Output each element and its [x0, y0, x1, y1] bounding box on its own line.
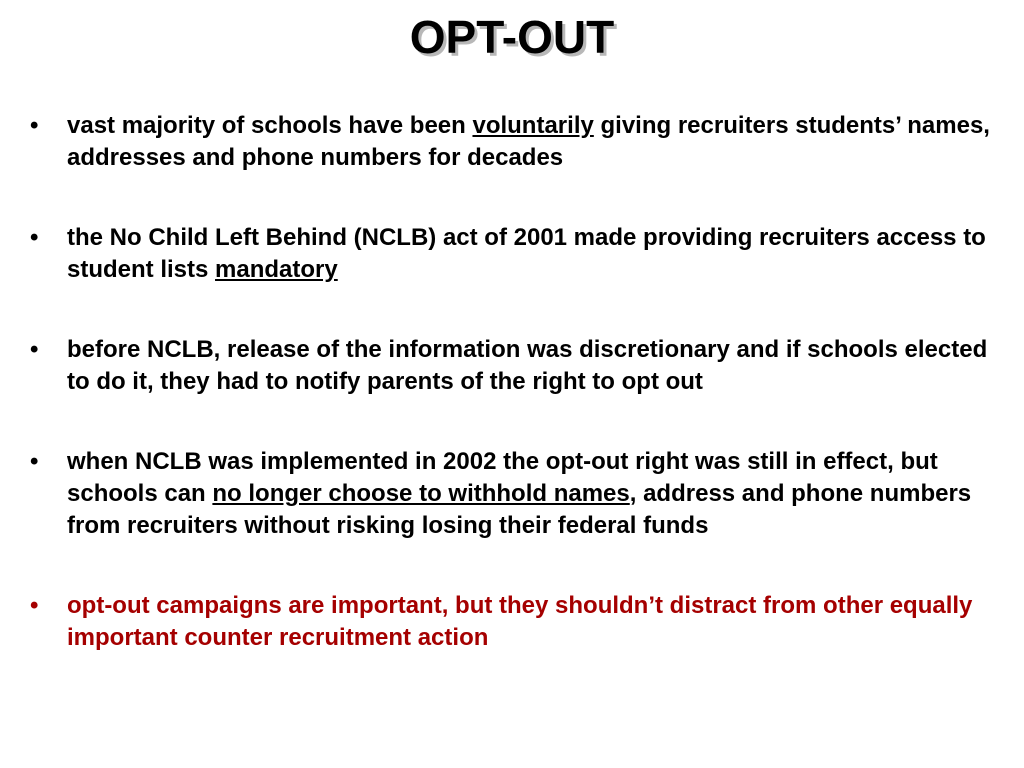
underlined-text: voluntarily	[472, 112, 594, 139]
underlined-text: mandatory	[215, 256, 338, 283]
bullet-item-voluntarily	[30, 110, 1015, 174]
bullet-item-opt-out-campaigns	[30, 590, 1015, 654]
bullet-dot-icon: •	[30, 336, 39, 363]
underlined-text: no longer choose to withhold names	[212, 480, 630, 507]
bullet-item-before-nclb	[30, 334, 1015, 398]
bullet-dot-icon: •	[30, 448, 39, 475]
bullet-text: opt-out campaigns are important, but they shouldn’t distract from other equally important counter recruitment action	[67, 592, 973, 651]
bullet-dot-icon: •	[30, 112, 39, 139]
bullet-text: when NCLB was implemented in 2002 the opt-out right was still in effect, but schools can no longer choose to withhold names, address and phone numbers from recruiters without risking losing their federal funds	[67, 448, 972, 539]
bullet-item-nclb-mandatory	[30, 222, 1015, 286]
bullet-text: before NCLB, release of the information was discretionary and if schools elected to do it, they had to notify parents of the right to opt out	[67, 336, 988, 395]
bullet-dot-icon: •	[30, 592, 39, 619]
bullet-text: the No Child Left Behind (NCLB) act of 2001 made providing recruiters access to student lists mandatory	[67, 224, 986, 283]
slide-title: OPT-OUT	[409, 11, 615, 63]
bullet-dot-icon: •	[30, 224, 39, 251]
bullet-item-nclb-2002	[30, 446, 1015, 542]
bullet-list	[30, 110, 1015, 702]
bullet-text: vast majority of schools have been voluntarily giving recruiters students’ names, addresses and phone numbers for decades	[67, 112, 990, 171]
